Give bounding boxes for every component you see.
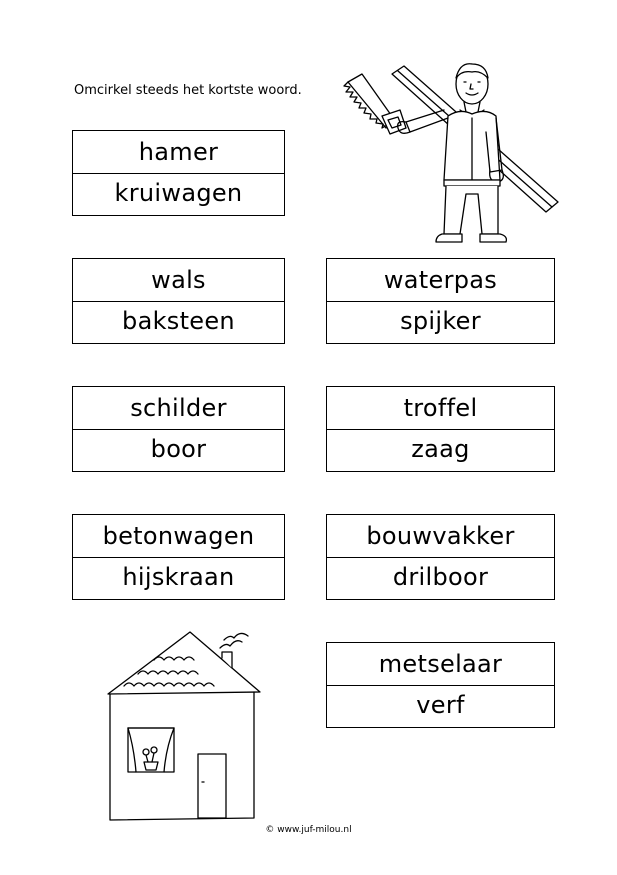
word-option[interactable]: wals <box>73 259 284 302</box>
word-pair-card <box>326 258 555 344</box>
word-option[interactable]: troffel <box>327 387 554 430</box>
word-pair-card <box>72 386 285 472</box>
word-pair-card <box>72 258 285 344</box>
word-option[interactable]: bouwvakker <box>327 515 554 558</box>
word-option[interactable]: baksteen <box>122 307 235 335</box>
footer-copyright: © www.juf-milou.nl <box>265 825 352 835</box>
word-option[interactable]: schilder <box>73 387 284 430</box>
word-option[interactable]: waterpas <box>327 259 554 302</box>
word-option[interactable]: metselaar <box>327 643 554 686</box>
word-option[interactable]: boor <box>150 435 207 463</box>
word-pair-card <box>72 130 285 216</box>
word-pair-card <box>72 514 285 600</box>
word-option[interactable]: hamer <box>73 131 284 174</box>
word-pair-card <box>326 514 555 600</box>
word-pair-card <box>326 386 555 472</box>
house-icon <box>104 630 266 822</box>
word-option[interactable]: verf <box>416 691 465 719</box>
word-pair-card <box>326 642 555 728</box>
word-option[interactable]: kruiwagen <box>114 179 243 207</box>
word-option[interactable]: drilboor <box>392 563 489 591</box>
word-option[interactable]: zaag <box>411 435 470 463</box>
word-option[interactable]: betonwagen <box>73 515 284 558</box>
word-option[interactable]: spijker <box>400 307 481 335</box>
instruction-text: Omcirkel steeds het kortste woord. <box>74 83 302 98</box>
word-option[interactable]: hijskraan <box>122 563 235 591</box>
construction-worker-icon <box>340 62 560 247</box>
